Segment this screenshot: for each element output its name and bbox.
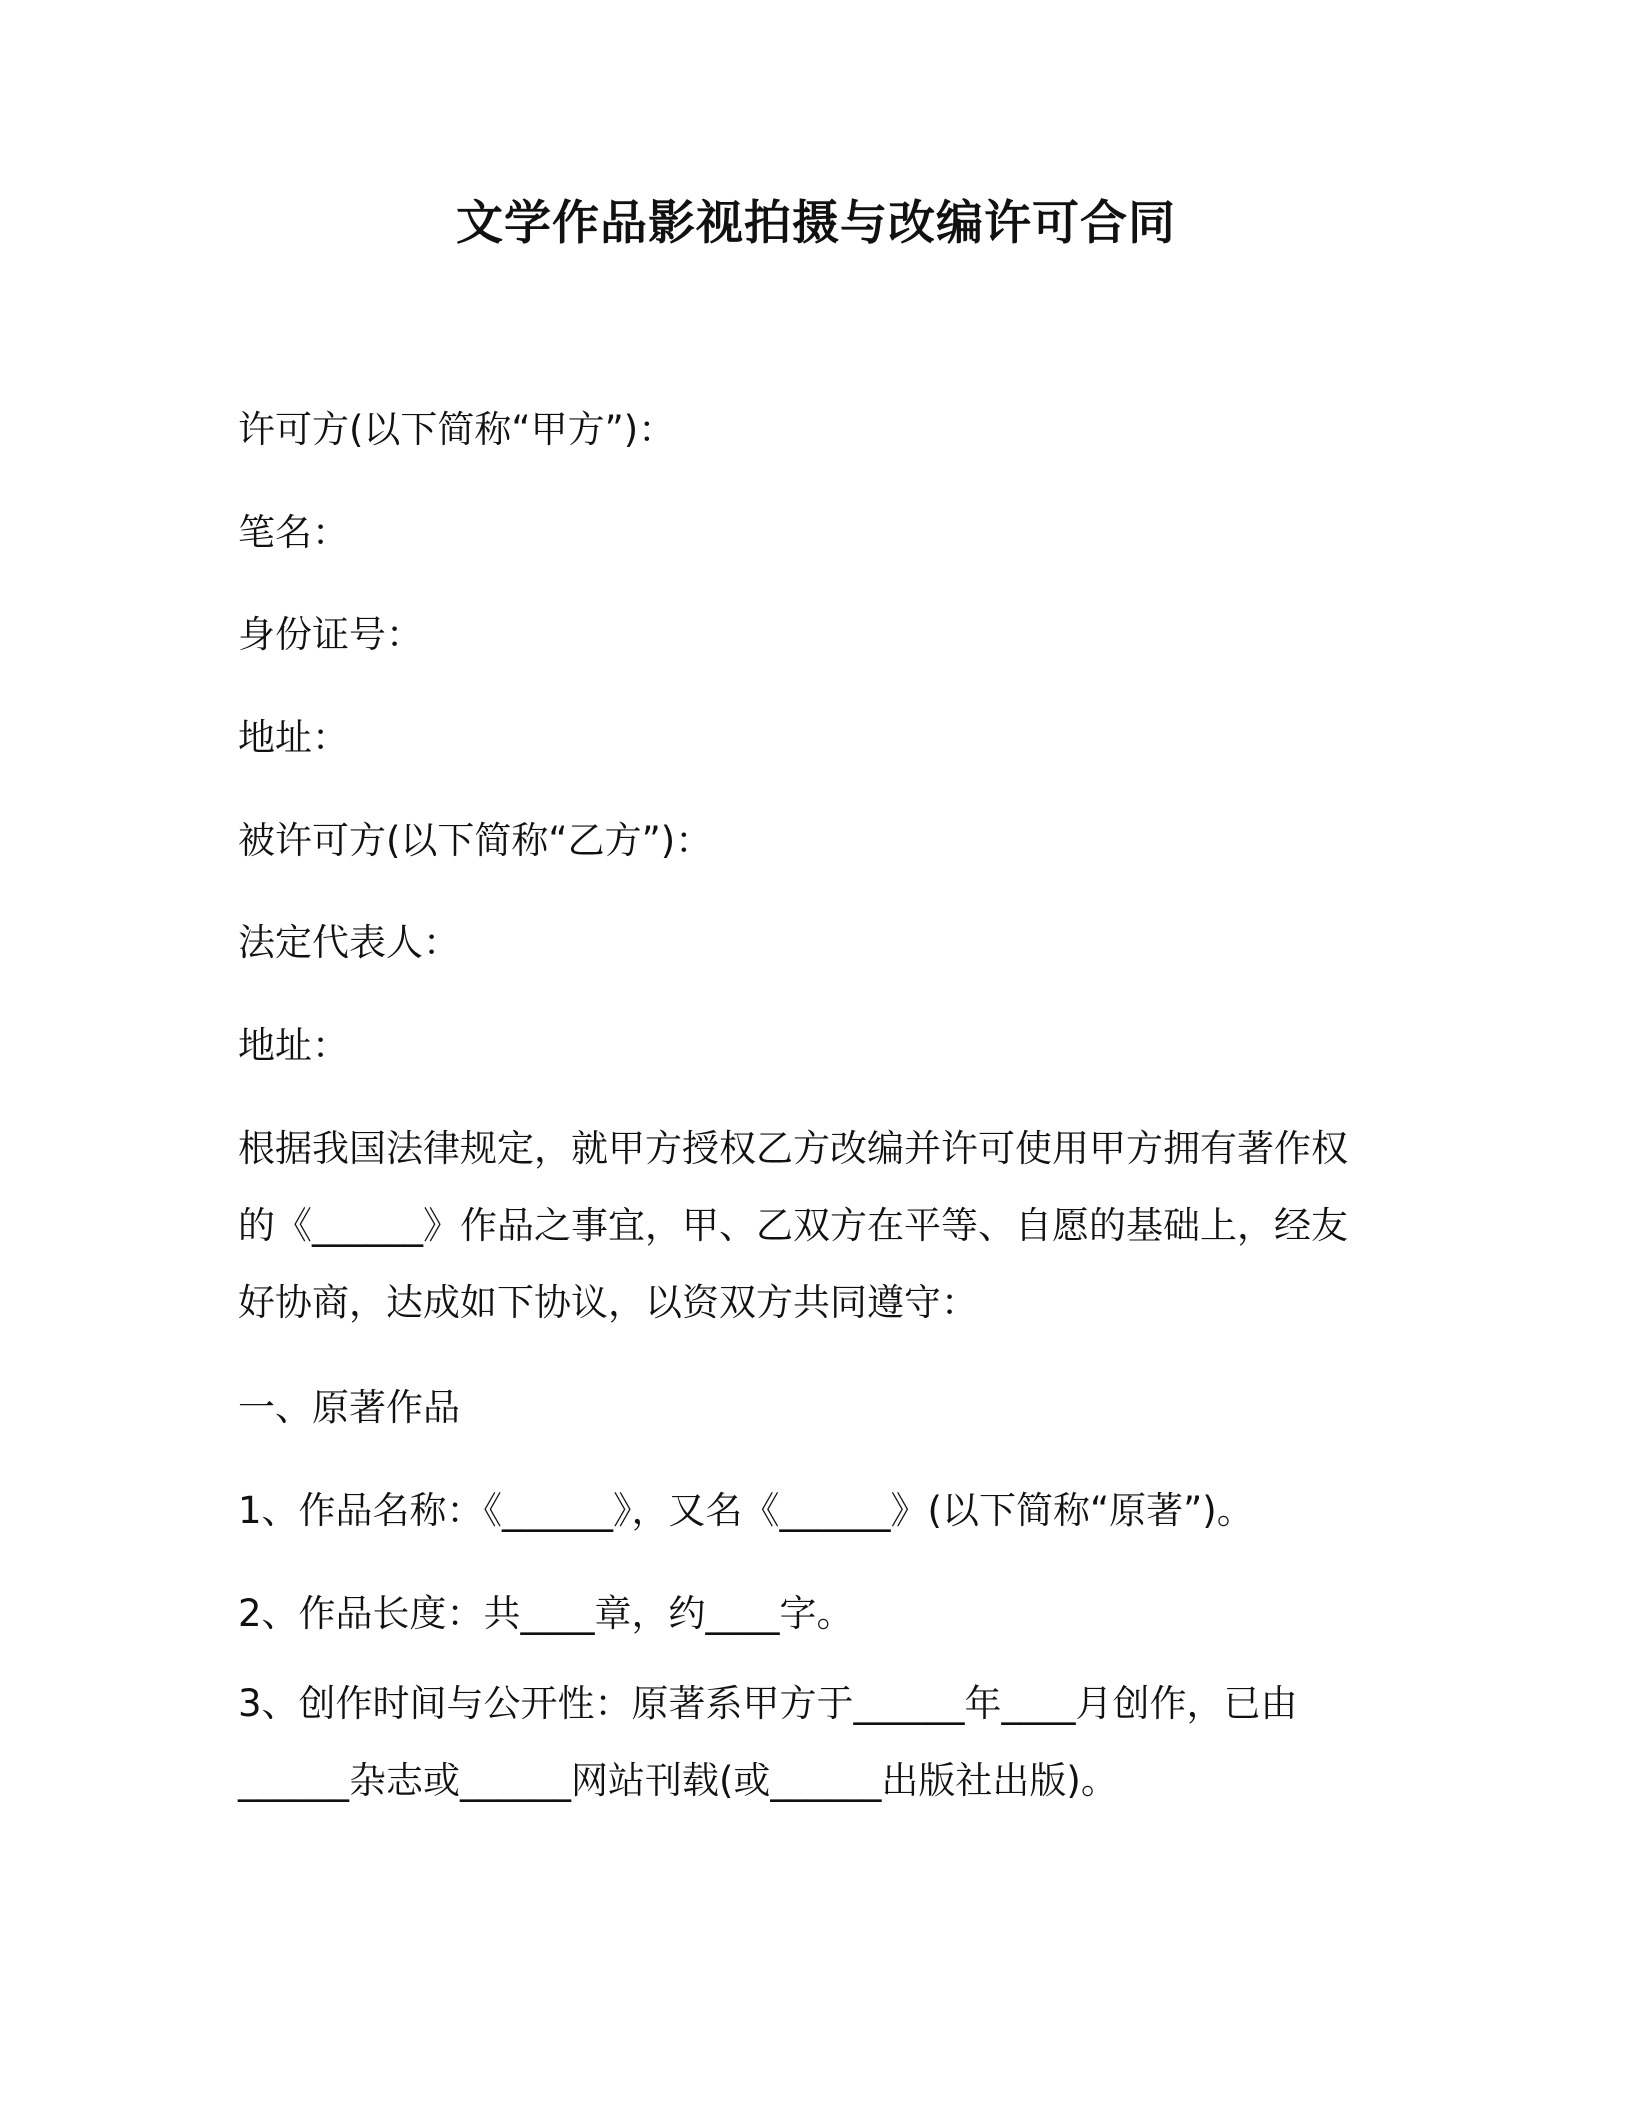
section-heading: 一、原著作品 xyxy=(238,1386,460,1429)
clause-item: 2、作品长度：共____章，约____字。 xyxy=(238,1592,854,1635)
preamble-line: 的《______》作品之事宜，甲、乙双方在平等、自愿的基础上，经友 xyxy=(238,1204,1348,1247)
preamble-paragraph xyxy=(238,1110,1388,1341)
clause-line: 3、创作时间与公开性：原著系甲方于______年____月创作，已由 xyxy=(238,1682,1298,1725)
clause-item xyxy=(238,1665,1388,1819)
clause-item: 1、作品名称：《______》，又名《______》(以下简称“原著”)。 xyxy=(238,1489,1254,1532)
licensee-field: 被许可方(以下简称“乙方”)： xyxy=(238,819,713,862)
licensee-address-field: 地址： xyxy=(238,1024,349,1067)
pen-name-field: 笔名： xyxy=(238,511,349,554)
clause-line: ______杂志或______网站刊载(或______出版社出版)。 xyxy=(238,1759,1118,1802)
preamble-line: 根据我国法律规定，就甲方授权乙方改编并许可使用甲方拥有著作权 xyxy=(238,1127,1348,1170)
licensor-field: 许可方(以下简称“甲方”)： xyxy=(238,408,676,451)
licensor-address-field: 地址： xyxy=(238,716,349,759)
legal-representative-field: 法定代表人： xyxy=(238,921,460,964)
id-number-field: 身份证号： xyxy=(238,613,423,656)
contract-title: 文学作品影视拍摄与改编许可合同 xyxy=(456,196,1176,251)
preamble-line: 好协商，达成如下协议，以资双方共同遵守： xyxy=(238,1281,978,1324)
